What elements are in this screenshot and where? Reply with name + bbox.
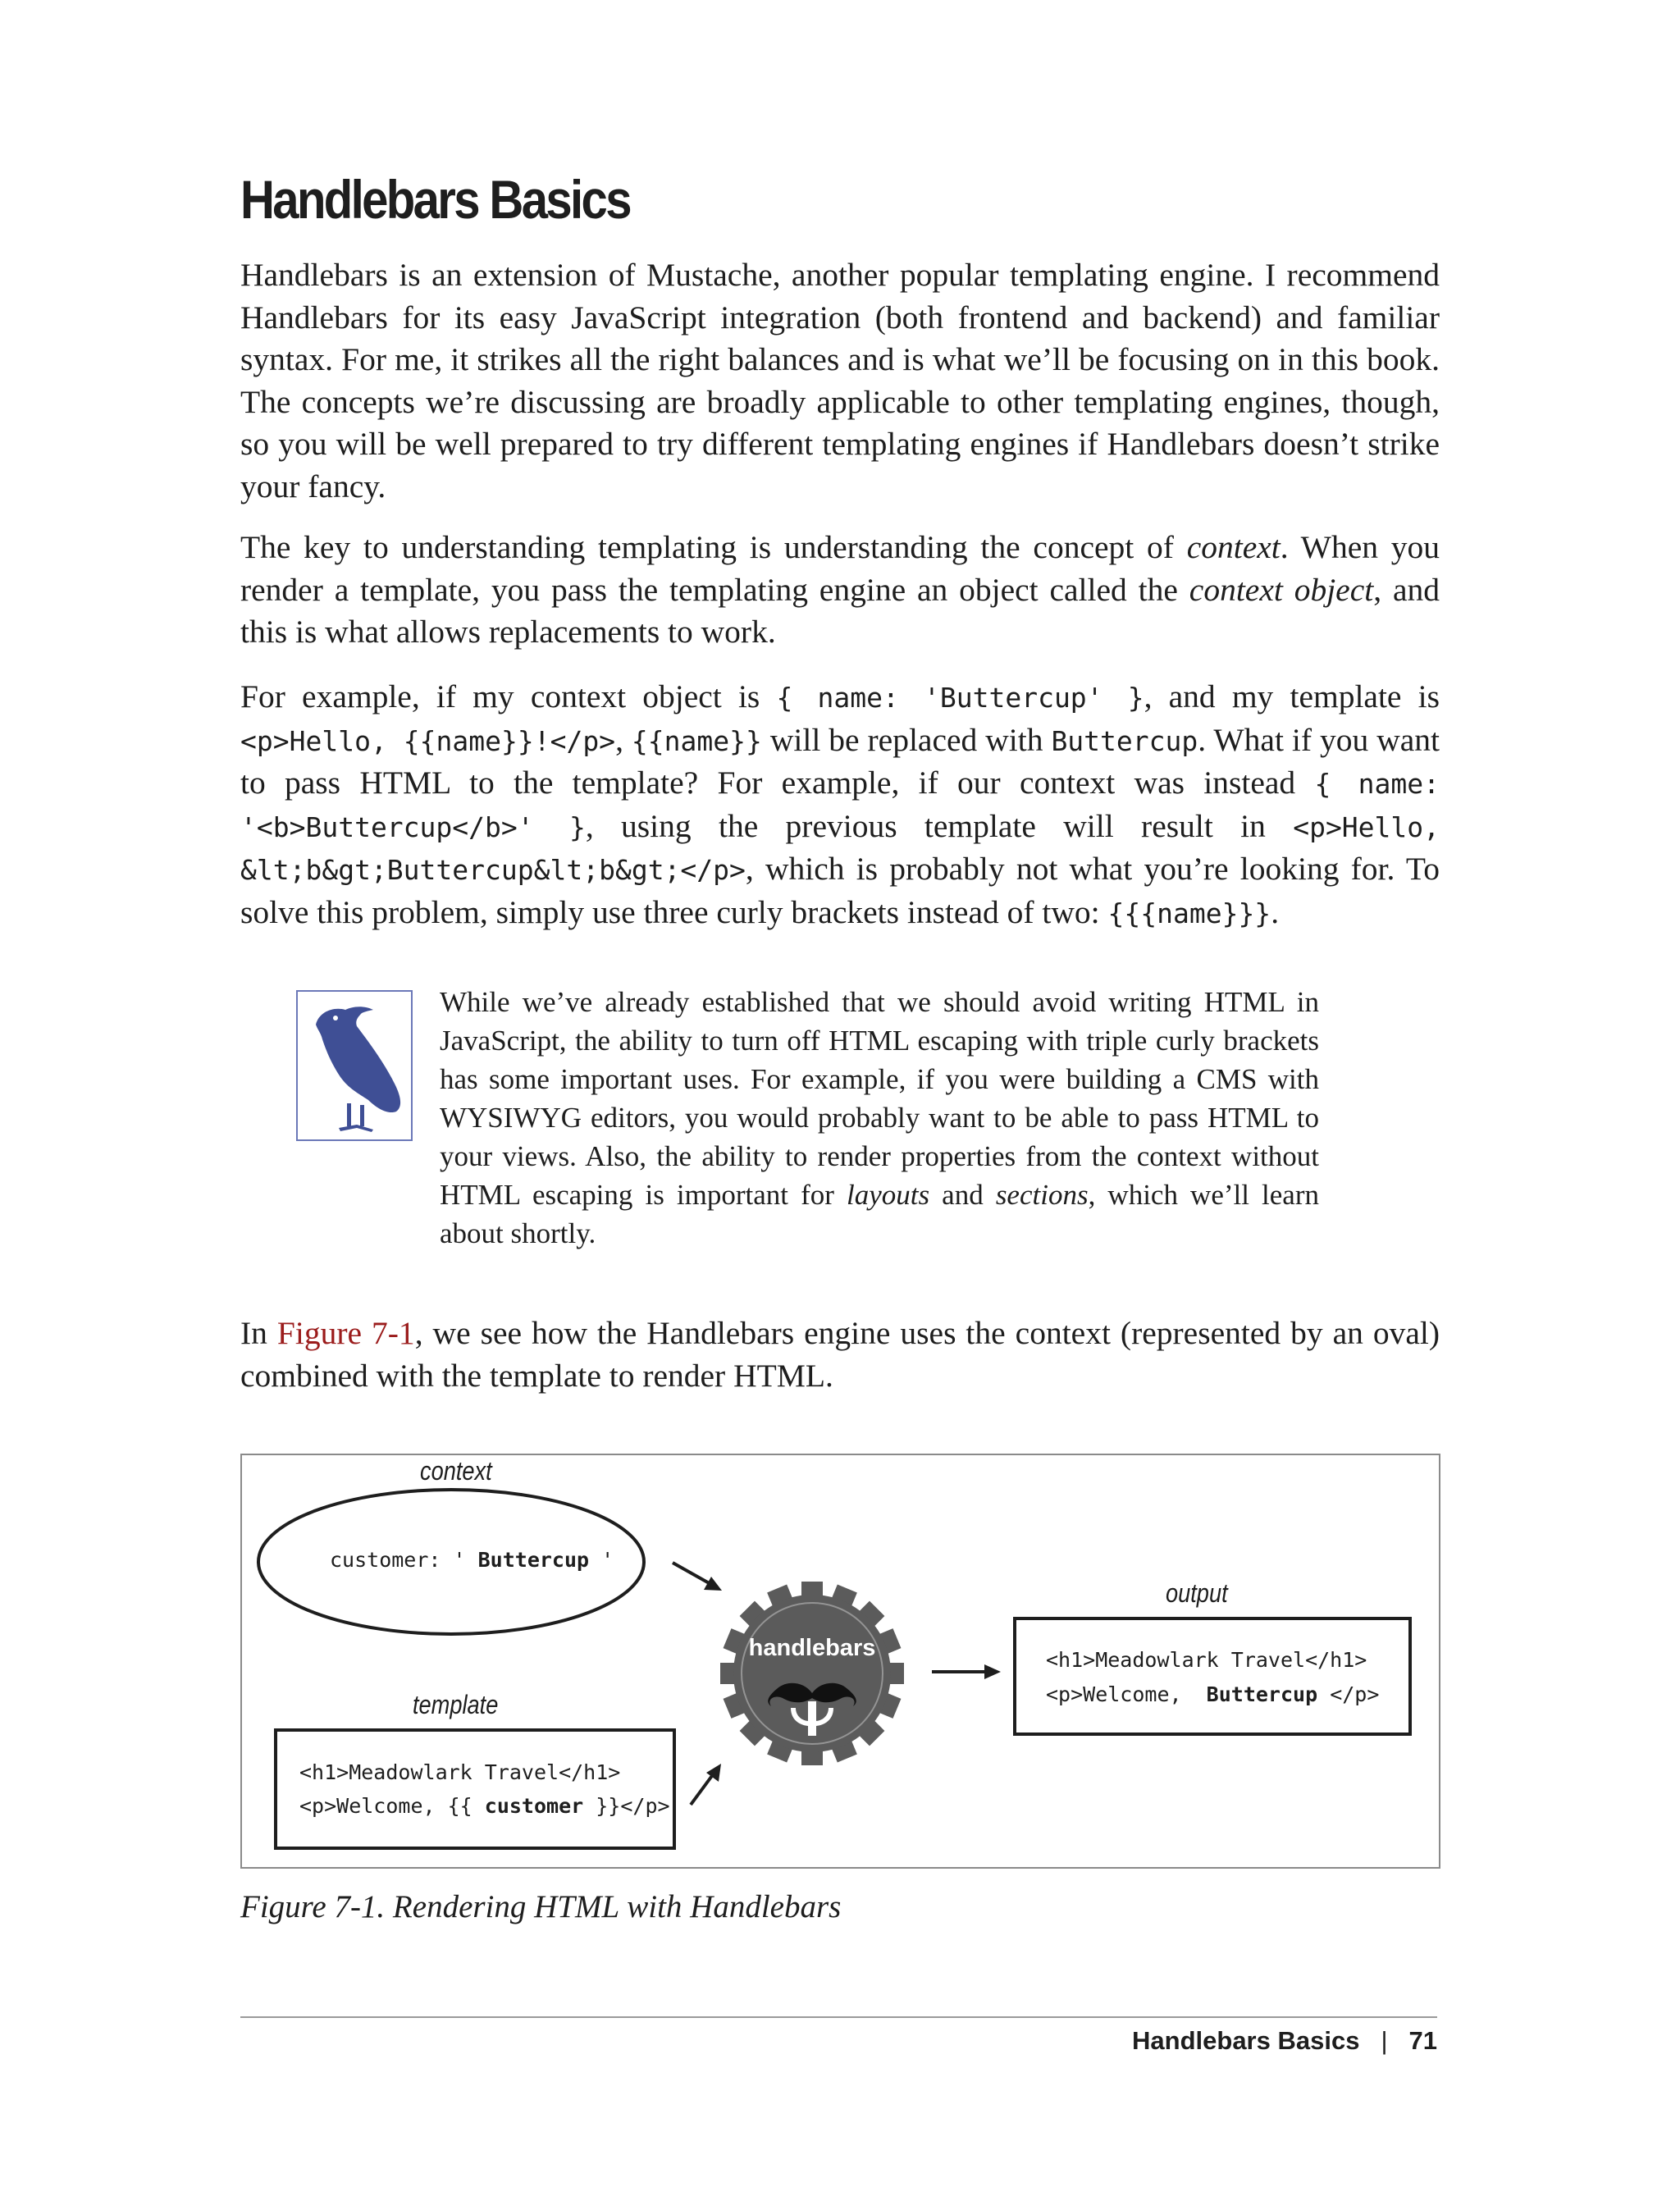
template-line-2: <p>Welcome, {{ customer }}</p> bbox=[299, 1794, 670, 1818]
arrow-engine-to-output bbox=[932, 1664, 1001, 1679]
engine-label: handlebars bbox=[748, 1635, 876, 1661]
section-heading: Handlebars Basics bbox=[240, 169, 630, 230]
running-head: Handlebars Basics bbox=[1132, 2026, 1360, 2055]
code-html-context: { name: '<b>Buttercup</b>' } bbox=[240, 768, 1440, 843]
paragraph-intro: Handlebars is an extension of Mustache, another popular templating engine. I recommend Handlebars for its easy JavaScript integration (both frontend and backend) and familiar syntax. For me, it strikes all the right balances and is what we’ll be focusing on in this book. The concepts we’re discussing are broadly applicable to other templating engines, though, so you will be well prepared to try different templating engines if Handlebars doesn’t strike your fancy. bbox=[240, 257, 1440, 504]
page-footer: Handlebars Basics | 71 bbox=[1132, 2026, 1437, 2055]
context-label: context bbox=[420, 1456, 492, 1486]
paragraph-figure-intro: In Figure 7-1, we see how the Handlebars engine uses the context (represented by an oval) combined with the template to render HTML. bbox=[240, 1315, 1440, 1394]
code-template: <p>Hello, {{name}}!</p> bbox=[240, 724, 616, 757]
handlebars-gear-icon bbox=[720, 1582, 904, 1765]
code-context-object: { name: 'Buttercup' } bbox=[776, 682, 1144, 714]
code-triple-curly: {{{name}}} bbox=[1107, 897, 1271, 929]
paragraph-example: For example, if my context object is { name: 'Buttercup' }, and my template is <p>Hello, {{name}}!</p>, {{name}} will be replaced with Buttercup. What if you want to pass HTML to the template? For example, if our context was instead { name: '<b>Buttercup</b>' }, using the previous template will result in <p>Hello, &lt;b&gt;Buttercup&lt;b&gt;</p>, which is probably not what you’re looking for. To solve this problem, simply use three curly brackets instead of two: {{{name}}}. bbox=[240, 678, 1440, 930]
arrow-context-to-engine bbox=[673, 1563, 722, 1591]
template-box bbox=[274, 1728, 676, 1850]
arrow-template-to-engine bbox=[691, 1764, 721, 1805]
output-label: output bbox=[1166, 1578, 1228, 1608]
output-line-1: <h1>Meadowlark Travel</h1> bbox=[1046, 1648, 1367, 1672]
page-number: 71 bbox=[1408, 2026, 1437, 2055]
figure-caption: Figure 7-1. Rendering HTML with Handlebars bbox=[240, 1889, 842, 1924]
template-label: template bbox=[413, 1690, 499, 1719]
context-value: customer: ' Buttercup ' bbox=[330, 1548, 614, 1572]
output-box bbox=[1013, 1617, 1412, 1736]
template-line-1: <h1>Meadowlark Travel</h1> bbox=[299, 1760, 621, 1784]
note-text: While we’ve already established that we should avoid writing HTML in JavaScript, the ability to turn off HTML escaping with triple curly brackets has some important uses. For example, if you were building a CMS with WYSIWYG editors, you would probably want to be able to pass HTML to your views. Also, the ability to render properties from the context without HTML escaping is important for layouts and sections, which we’ll learn about shortly. bbox=[440, 986, 1319, 1249]
footer-rule bbox=[240, 2016, 1437, 2018]
paragraph-context: The key to understanding templating is understanding the concept of context. When you render a template, you pass the templating engine an object called the context object, and this is what allows replacements to work. bbox=[240, 529, 1440, 650]
code-escaped-output: <p>Hello, &lt;b&gt;Buttercup&lt;b&gt;</p> bbox=[240, 810, 1440, 886]
output-line-2: <p>Welcome, Buttercup </p> bbox=[1046, 1682, 1380, 1706]
figure-7-1-link[interactable]: Figure 7-1 bbox=[276, 1315, 415, 1351]
